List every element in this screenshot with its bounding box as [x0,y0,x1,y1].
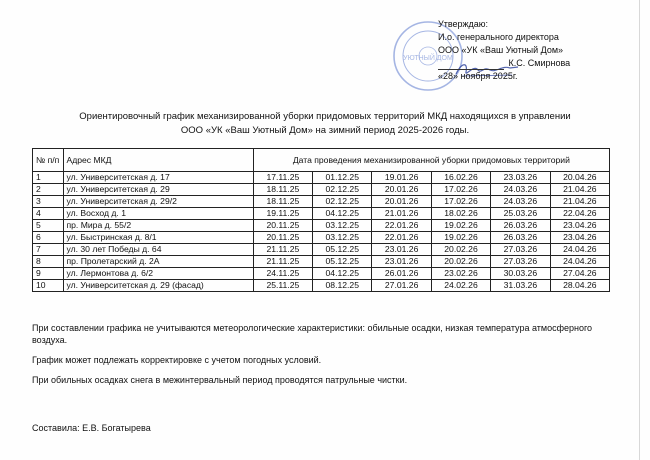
title-line-2: ООО «УК «Ваш Уютный Дом» на зимний период 2025-2026 годы. [180,125,470,136]
row-date: 21.04.26 [550,196,609,208]
table-row [33,232,610,244]
table-row [33,196,610,208]
row-date: 19.02.26 [431,232,490,244]
row-num: 4 [33,208,64,220]
row-date: 22.01.26 [372,232,431,244]
row-date: 27.03.26 [491,256,550,268]
row-address: пр. Мира д. 55/2 [63,220,253,232]
row-date: 20.01.26 [372,184,431,196]
row-num: 1 [33,172,64,184]
compiled-by: Составила: Е.В. Богатырева [32,423,151,433]
document-title [40,110,610,138]
row-date: 17.11.25 [253,172,312,184]
row-date: 31.03.26 [491,280,550,292]
row-date: 25.11.25 [253,280,312,292]
row-num: 3 [33,196,64,208]
row-address: ул. Университетская д. 17 [63,172,253,184]
row-date: 24.04.26 [550,244,609,256]
row-date: 24.02.26 [431,280,490,292]
row-date: 05.12.25 [313,244,372,256]
row-date: 18.11.25 [253,196,312,208]
table-body [33,172,610,292]
row-address: ул. 30 лет Победы д. 64 [63,244,253,256]
row-address: ул. Университетская д. 29/2 [63,196,253,208]
table-row [33,208,610,220]
title-line-1: Ориентировочный график механизированной уборки придомовых территорий МКД находящихся в управлении [79,111,571,122]
row-date: 21.11.25 [253,256,312,268]
row-date: 19.11.25 [253,208,312,220]
row-date: 23.01.26 [372,256,431,268]
header-num: № п/п [33,149,64,172]
row-date: 24.03.26 [491,184,550,196]
row-address: ул. Лермонтова д. 6/2 [63,268,253,280]
row-num: 7 [33,244,64,256]
approval-block [438,18,570,83]
row-date: 01.12.25 [313,172,372,184]
table-row [33,244,610,256]
header-dates: Дата проведения механизированной уборки придомовых территорий [253,149,609,172]
approve-label: Утверждаю: [438,19,489,29]
row-num: 10 [33,280,64,292]
row-date: 23.04.26 [550,220,609,232]
row-date: 30.03.26 [491,268,550,280]
table-row [33,220,610,232]
row-date: 27.03.26 [491,244,550,256]
row-address: ул. Университетская д. 29 [63,184,253,196]
signature-line [438,57,570,70]
row-date: 03.12.25 [313,220,372,232]
row-date: 23.03.26 [491,172,550,184]
row-date: 20.02.26 [431,256,490,268]
row-date: 20.11.25 [253,232,312,244]
row-num: 2 [33,184,64,196]
row-address: ул. Университетская д. 29 (фасад) [63,280,253,292]
row-date: 20.02.26 [431,244,490,256]
row-date: 08.12.25 [313,280,372,292]
row-date: 26.03.26 [491,220,550,232]
approval-date: «28» ноября 2025г. [438,71,518,81]
row-date: 20.01.26 [372,196,431,208]
row-date: 27.01.26 [372,280,431,292]
row-date: 17.02.26 [431,196,490,208]
row-num: 8 [33,256,64,268]
notes-block [32,322,612,394]
row-date: 28.04.26 [550,280,609,292]
approver-name: К.С. Смирнова [508,58,571,68]
row-date: 27.04.26 [550,268,609,280]
row-date: 18.11.25 [253,184,312,196]
row-date: 17.02.26 [431,184,490,196]
row-date: 25.03.26 [491,208,550,220]
row-date: 26.01.26 [372,268,431,280]
stamp-text: УЮТНЫЙ ДОМ [403,55,453,62]
row-date: 23.04.26 [550,232,609,244]
row-date: 20.11.25 [253,220,312,232]
row-date: 03.12.25 [313,232,372,244]
row-date: 26.03.26 [491,232,550,244]
schedule-table [32,148,610,292]
row-address: ул. Восход д. 1 [63,208,253,220]
row-date: 23.01.26 [372,244,431,256]
header-address: Адрес МКД [63,149,253,172]
row-date: 23.02.26 [431,268,490,280]
row-date: 20.04.26 [550,172,609,184]
table-row [33,256,610,268]
row-date: 21.11.25 [253,244,312,256]
row-date: 05.12.25 [313,256,372,268]
row-date: 18.02.26 [431,208,490,220]
row-date: 21.01.26 [372,208,431,220]
table-row [33,172,610,184]
page-edge-line [639,0,640,460]
row-date: 02.12.25 [313,196,372,208]
row-date: 24.03.26 [491,196,550,208]
note-2: График может подлежать корректировке с учетом погодных условий. [32,355,322,365]
approver-position: И.о. генерального директора [438,32,559,42]
row-date: 19.02.26 [431,220,490,232]
row-date: 19.01.26 [372,172,431,184]
row-date: 24.11.25 [253,268,312,280]
note-1: При составлении графика не учитываются метеорологические характеристики: обильные осадки, низкая температура атмосферного воздуха. [32,323,593,345]
row-date: 24.04.26 [550,256,609,268]
note-3: При обильных осадках снега в межинтервальный период проводятся патрульные чистки. [32,375,408,385]
row-date: 04.12.25 [313,208,372,220]
signature-underline [438,61,504,70]
approver-company: ООО «УК «Ваш Уютный Дом» [438,45,564,55]
row-date: 22.01.26 [372,220,431,232]
table-row [33,184,610,196]
row-date: 21.04.26 [550,184,609,196]
row-date: 22.04.26 [550,208,609,220]
row-num: 6 [33,232,64,244]
row-date: 04.12.25 [313,268,372,280]
row-num: 5 [33,220,64,232]
row-date: 02.12.25 [313,184,372,196]
row-num: 9 [33,268,64,280]
row-address: ул. Быстринская д. 8/1 [63,232,253,244]
row-date: 16.02.26 [431,172,490,184]
table-row [33,280,610,292]
row-address: пр. Пролетарский д. 2А [63,256,253,268]
table-header-row [33,149,610,172]
table-row [33,268,610,280]
